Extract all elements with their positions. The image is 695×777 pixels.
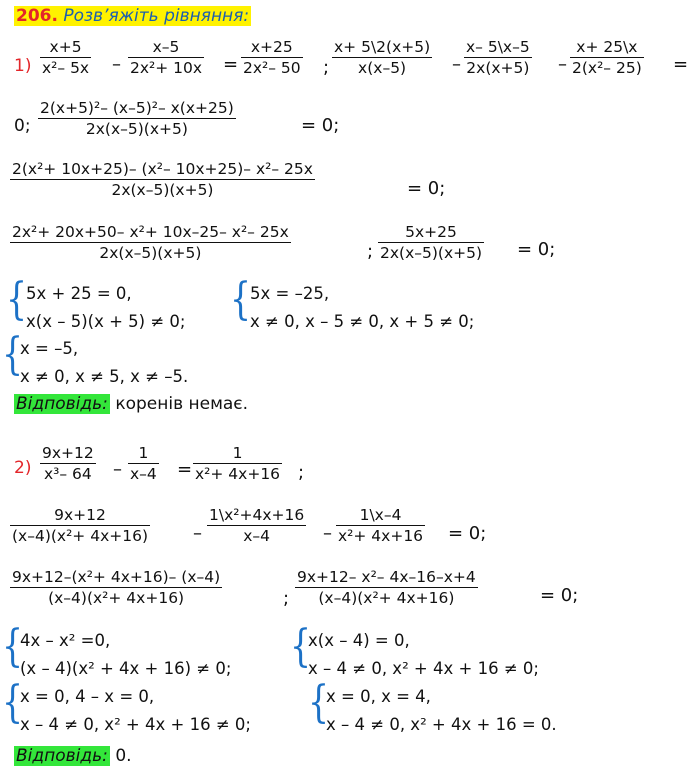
fraction-bar xyxy=(295,587,478,588)
system-line: x(x – 4) = 0, xyxy=(308,631,410,650)
equation-system xyxy=(326,683,557,739)
brace-icon: { xyxy=(2,329,23,380)
minus-sign: – xyxy=(452,54,461,75)
numerator: x–5 xyxy=(152,38,180,56)
answer-1 xyxy=(14,394,248,414)
part-1-label: 1) xyxy=(14,56,32,76)
fraction xyxy=(10,223,291,262)
fraction-bar xyxy=(10,587,222,588)
fraction-bar xyxy=(40,57,91,58)
fraction xyxy=(40,38,91,77)
fraction xyxy=(10,160,315,199)
system-line: x – 4 ≠ 0, x² + 4x + 16 ≠ 0; xyxy=(308,659,539,678)
denominator: 2x²+ 10x xyxy=(130,59,203,78)
answer-text: коренів немає. xyxy=(115,394,249,414)
problem-number: 206. xyxy=(16,6,58,26)
denominator: (x–4)(x²+ 4x+16) xyxy=(48,589,185,608)
part-2-label: 2) xyxy=(14,458,32,478)
system-line: 5x = –25, xyxy=(250,284,330,303)
numerator: 9x+12– x²– 4x–16–x+4 xyxy=(297,568,476,586)
numerator: x– 5\x–5 xyxy=(466,38,530,56)
minus-sign: – xyxy=(112,54,121,75)
equation-system xyxy=(20,683,251,739)
fraction xyxy=(332,38,432,77)
brace-icon: { xyxy=(2,677,23,728)
fraction xyxy=(128,38,204,77)
denominator: (x–4)(x²+ 4x+16) xyxy=(12,527,149,546)
numerator: 9x+12 xyxy=(42,444,94,462)
brace-icon: { xyxy=(308,677,329,728)
denominator: 2(x²– 25) xyxy=(572,59,642,78)
numerator: 2x²+ 20x+50– x²+ 10x–25– x²– 25x xyxy=(12,223,289,241)
equals-sign: = xyxy=(177,459,193,480)
denominator: x²– 5x xyxy=(42,59,90,78)
header-highlight xyxy=(14,6,251,26)
denominator: 2x(x–5)(x+5) xyxy=(85,120,188,139)
denominator: x²+ 4x+16 xyxy=(338,527,424,546)
system-line: x = –5, xyxy=(20,339,79,358)
denominator: x²+ 4x+16 xyxy=(195,465,281,484)
semicolon: ; xyxy=(367,241,374,262)
denominator: 2x(x–5)(x+5) xyxy=(111,181,214,200)
denominator: 2x²– 50 xyxy=(243,59,301,78)
fraction xyxy=(378,223,484,262)
system-line: 5x + 25 = 0, xyxy=(26,284,132,303)
numerator: 1\x–4 xyxy=(359,506,402,524)
fraction-bar xyxy=(193,463,282,464)
fraction xyxy=(193,444,282,483)
numerator: 1 xyxy=(138,444,149,462)
system-line: x ≠ 0, x – 5 ≠ 0, x + 5 ≠ 0; xyxy=(250,312,475,331)
fraction xyxy=(295,568,478,607)
system-line: x ≠ 0, x ≠ 5, x ≠ –5. xyxy=(20,367,189,386)
minus-sign: – xyxy=(558,54,567,75)
fraction-bar xyxy=(378,242,484,243)
denominator: x³– 64 xyxy=(43,465,92,484)
denominator: x–4 xyxy=(130,465,157,484)
minus-sign: – xyxy=(193,523,202,544)
fraction-bar xyxy=(10,179,315,180)
fraction-bar xyxy=(332,57,432,58)
fraction xyxy=(10,568,222,607)
equals-zero: = 0; xyxy=(407,178,446,199)
semicolon: ; xyxy=(298,462,305,483)
fraction-bar xyxy=(40,463,96,464)
denominator: x–4 xyxy=(243,527,270,546)
fraction-bar xyxy=(10,525,150,526)
brace-icon: { xyxy=(6,274,27,325)
fraction xyxy=(40,444,96,483)
numerator: x+ 25\x xyxy=(576,38,638,56)
fraction-bar xyxy=(128,57,204,58)
fraction xyxy=(10,506,150,545)
equation-system xyxy=(20,335,188,391)
equals-zero: = 0; xyxy=(448,523,487,544)
equals-sign: = xyxy=(673,54,689,75)
numerator: 5x+25 xyxy=(405,223,457,241)
semicolon: ; xyxy=(283,588,290,609)
equation-system xyxy=(20,627,231,683)
answer-label: Відповідь: xyxy=(16,394,108,414)
denominator: 2x(x–5)(x+5) xyxy=(99,244,202,263)
fraction-bar xyxy=(570,57,644,58)
fraction xyxy=(570,38,644,77)
fraction-bar xyxy=(241,57,303,58)
system-line: 4x – x² =0, xyxy=(20,631,111,650)
minus-sign: – xyxy=(323,523,332,544)
answer-label: Відповідь: xyxy=(16,746,108,766)
system-line: (x – 4)(x² + 4x + 16) ≠ 0; xyxy=(20,659,232,678)
equation-system xyxy=(26,280,185,336)
numerator: 2(x²+ 10x+25)– (x²– 10x+25)– x²– 25x xyxy=(12,160,313,178)
brace-icon: { xyxy=(290,621,311,672)
fraction-bar xyxy=(464,57,532,58)
fraction-bar xyxy=(336,525,425,526)
numerator: 9x+12–(x²+ 4x+16)– (x–4) xyxy=(12,568,221,586)
denominator: (x–4)(x²+ 4x+16) xyxy=(318,589,455,608)
numerator: 1 xyxy=(232,444,243,462)
minus-sign: – xyxy=(113,459,122,480)
brace-icon: { xyxy=(230,274,251,325)
semicolon: ; xyxy=(323,57,330,78)
equation-system xyxy=(250,280,474,336)
system-line: x – 4 ≠ 0, x² + 4x + 16 = 0. xyxy=(326,715,557,734)
problem-header xyxy=(14,6,251,26)
numerator: 9x+12 xyxy=(54,506,106,524)
fraction xyxy=(128,444,159,483)
numerator: x+5 xyxy=(49,38,82,56)
system-line: x = 0, 4 – x = 0, xyxy=(20,687,155,706)
fraction xyxy=(38,99,236,138)
fraction-bar xyxy=(38,118,236,119)
denominator: x(x–5) xyxy=(358,59,407,78)
brace-icon: { xyxy=(2,621,23,672)
zero-text: 0; xyxy=(14,116,31,136)
fraction-bar xyxy=(10,242,291,243)
fraction xyxy=(207,506,306,545)
fraction xyxy=(241,38,303,77)
problem-title: Розв’яжіть рівняння: xyxy=(63,6,250,26)
equation-system xyxy=(308,627,539,683)
system-line: x(x – 5)(x + 5) ≠ 0; xyxy=(26,312,186,331)
answer-text: 0. xyxy=(115,746,132,766)
equals-zero: = 0; xyxy=(540,585,579,606)
equals-zero: = 0; xyxy=(517,239,556,260)
numerator: x+25 xyxy=(250,38,293,56)
numerator: 2(x+5)²– (x–5)²– x(x+25) xyxy=(40,99,234,117)
fraction-bar xyxy=(207,525,306,526)
fraction xyxy=(336,506,425,545)
equals-zero: = 0; xyxy=(301,115,340,136)
equals-sign: = xyxy=(223,54,239,75)
system-line: x = 0, x = 4, xyxy=(326,687,431,706)
fraction-bar xyxy=(128,463,159,464)
denominator: 2x(x–5)(x+5) xyxy=(380,244,483,263)
answer-2 xyxy=(14,746,132,766)
system-line: x – 4 ≠ 0, x² + 4x + 16 ≠ 0; xyxy=(20,715,251,734)
numerator: 1\x²+4x+16 xyxy=(209,506,305,524)
fraction xyxy=(464,38,532,77)
denominator: 2x(x+5) xyxy=(466,59,530,78)
numerator: x+ 5\2(x+5) xyxy=(334,38,431,56)
